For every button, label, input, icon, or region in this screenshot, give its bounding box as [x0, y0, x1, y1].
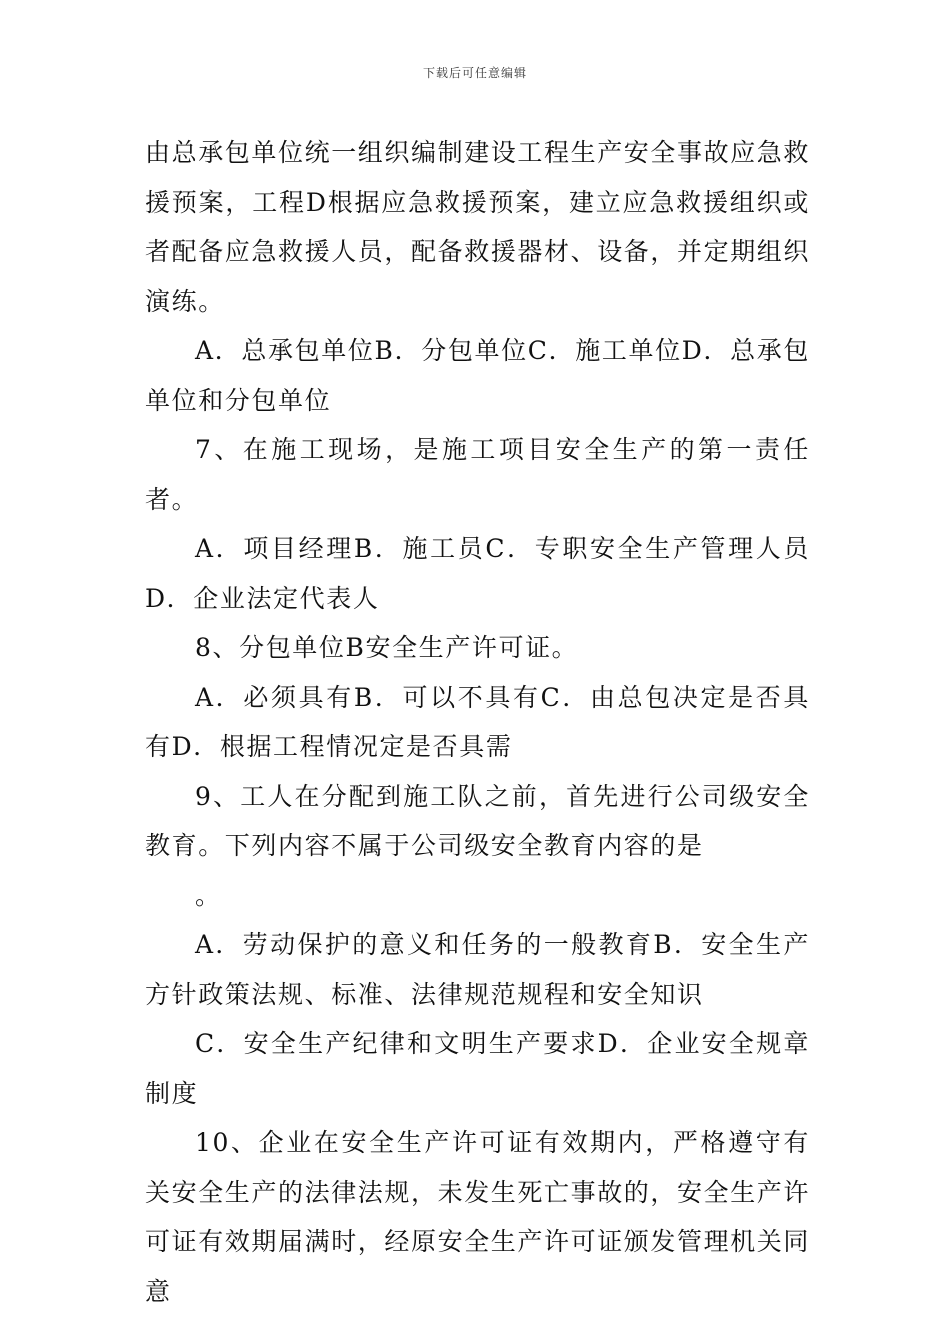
options-question-9-cd: C．安全生产纪律和文明生产要求D．企业安全规章制度 — [145, 1029, 810, 1108]
document-body — [145, 128, 810, 1316]
paragraph-intro: 由总承包单位统一组织编制建设工程生产安全事故应急救援预案，工程D根据应急救援预案，建立应急救援组织或者配备应急救援人员，配备救援器材、设备，并定期组织演练。 — [145, 138, 811, 316]
question-8: 8、分包单位B安全生产许可证。 — [195, 633, 579, 662]
options-question-9-ab: A．劳动保护的意义和任务的一般教育B．安全生产方针政策法规、标准、法律规范规程和安全知识 — [145, 930, 810, 1009]
page-header-note: 下载后可任意编辑 — [422, 66, 527, 80]
question-10: 10、企业在安全生产许可证有效期内，严格遵守有关安全生产的法律法规，未发生死亡事故的，安全生产许可证有效期届满时，经原安全生产许可证颁发管理机关同意 — [145, 1128, 811, 1306]
question-9: 9、工人在分配到施工队之前，首先进行公司级安全教育。下列内容不属于公司级安全教育内容的是 — [145, 781, 810, 860]
question-7: 7、在施工现场，是施工项目安全生产的第一责任者。 — [145, 435, 810, 514]
question-9-blank: 。 — [195, 880, 222, 910]
options-question-8: A．必须具有B．可以不具有C．由总包决定是否具有D．根据工程情况定是否具需 — [145, 682, 810, 761]
options-question-6: A．总承包单位B．分包单位C．施工单位D．总承包单位和分包单位 — [145, 336, 810, 415]
options-question-7: A．项目经理B．施工员C．专职安全生产管理人员D．企业法定代表人 — [145, 534, 810, 613]
